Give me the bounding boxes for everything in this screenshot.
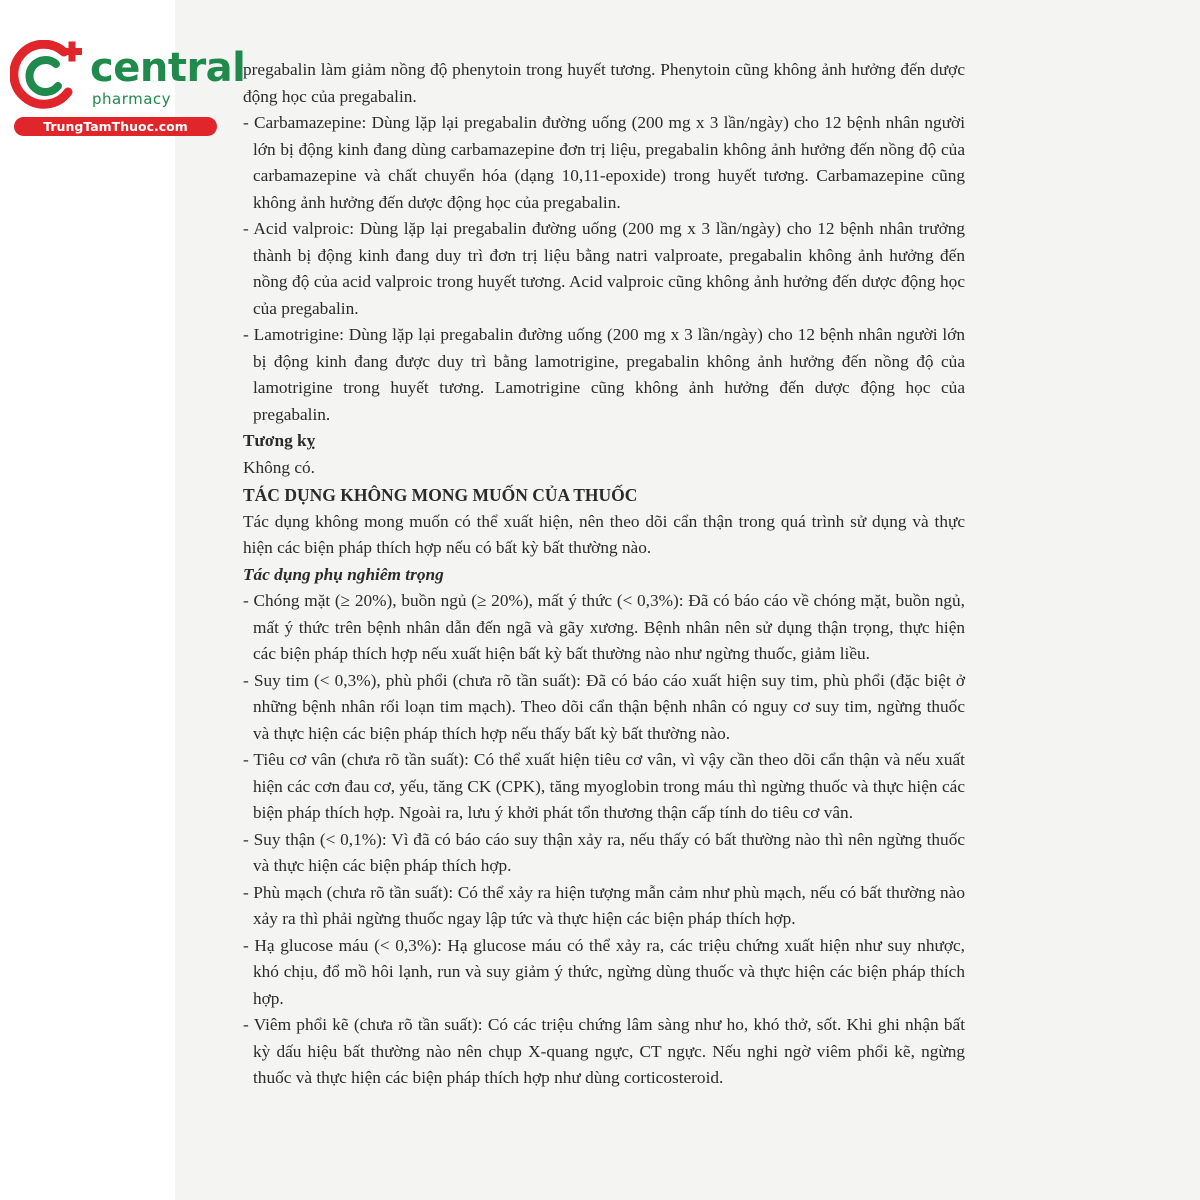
- brand-url-badge[interactable]: TrungTamThuoc.com: [14, 117, 217, 136]
- incompatibility-text: Không có.: [243, 457, 315, 477]
- interaction-item-carbamazepine: - Carbamazepine: Dùng lặp lại pregabalin đường uống (200 mg x 3 lần/ngày) cho 12 bệnh nhân người lớn bị động kinh đang dùng carbamazepine đơn trị liệu, pregabalin không ảnh hưởng đến nồng độ của carbamazepine và chất chuyển hóa (dạng 10,11-epoxide) trong huyết tương. Carbamazepine cũng không ảnh hưởng đến dược động học của pregabalin.: [243, 113, 965, 212]
- incompatibility-heading: Tương kỵ: [243, 431, 316, 450]
- interaction-item-lamotrigine: - Lamotrigine: Dùng lặp lại pregabalin đường uống (200 mg x 3 lần/ngày) cho 12 bệnh nhân người lớn bị động kinh đang được duy trì bằng lamotrigine, pregabalin không ảnh hưởng đến nồng độ của lamotrigine trong huyết tương. Lamotrigine cũng không ảnh hưởng đến dược động học của pregabalin.: [243, 325, 965, 424]
- brand-logo[interactable]: [10, 40, 246, 140]
- interaction-item-valproic: - Acid valproic: Dùng lặp lại pregabalin đường uống (200 mg x 3 lần/ngày) cho 12 bệnh nhân trưởng thành bị động kinh đang duy trì đơn trị liệu bằng natri valproate, pregabalin không ảnh hưởng đến nồng độ của acid valproic trong huyết tương. Acid valproic cũng không ảnh hưởng đến dược động học của pregabalin.: [243, 219, 965, 318]
- serious-item-hypoglycemia: - Hạ glucose máu (< 0,3%): Hạ glucose máu có thể xảy ra, các triệu chứng xuất hiện như suy nhược, khó chịu, đổ mồ hôi lạnh, run và suy giảm ý thức, ngừng dùng thuốc và thực hiện các biện pháp thích hợp.: [243, 935, 965, 1008]
- adverse-effects-intro: Tác dụng không mong muốn có thể xuất hiện, nên theo dõi cẩn thận trong quá trình sử dụng và thực hiện các biện pháp thích hợp nếu có bất kỳ bất thường nào.: [243, 511, 965, 557]
- serious-item-heart-failure: - Suy tim (< 0,3%), phù phổi (chưa rõ tần suất): Đã có báo cáo xuất hiện suy tim, phù phổi (đặc biệt ở những bệnh nhân rối loạn tim mạch). Theo dõi cẩn thận bệnh nhân có nguy cơ suy tim, ngừng thuốc và thực hiện các biện pháp thích hợp nếu thấy bất kỳ bất thường nào.: [243, 670, 965, 743]
- serious-item-renal-failure: - Suy thận (< 0,1%): Vì đã có báo cáo suy thận xảy ra, nếu thấy có bất thường nào thì nên ngừng thuốc và thực hiện các biện pháp thích hợp.: [243, 829, 965, 875]
- intro-paragraph: pregabalin làm giảm nồng độ phenytoin trong huyết tương. Phenytoin cũng không ảnh hưởng đến dược động học của pregabalin.: [243, 60, 965, 106]
- serious-item-angioedema: - Phù mạch (chưa rõ tần suất): Có thể xảy ra hiện tượng mẫn cảm như phù mạch, nếu có bất thường nào xảy ra thì phải ngừng thuốc ngay lập tức và thực hiện các biện pháp thích hợp.: [243, 882, 965, 928]
- serious-item-rhabdomyolysis: - Tiêu cơ vân (chưa rõ tần suất): Có thể xuất hiện tiêu cơ vân, vì vậy cần theo dõi cẩn thận và nếu xuất hiện các cơn đau cơ, yếu, tăng CK (CPK), tăng myoglobin trong máu thì ngừng thuốc và thực hiện các biện pháp thích hợp. Ngoài ra, lưu ý khởi phát tổn thương thận cấp tính do tiêu cơ vân.: [243, 750, 965, 822]
- central-pharmacy-logo-icon: [10, 40, 90, 112]
- document-content: [243, 57, 965, 1092]
- adverse-effects-heading: TÁC DỤNG KHÔNG MONG MUỐN CỦA THUỐC: [243, 485, 638, 505]
- brand-name: central: [90, 45, 246, 91]
- serious-item-interstitial-pneumonia: - Viêm phổi kẽ (chưa rõ tần suất): Có các triệu chứng lâm sàng như ho, khó thở, sốt. Khi ghi nhận bất kỳ dấu hiệu bất thường nào nên chụp X-quang ngực, CT ngực. Nếu nghi ngờ viêm phổi kẽ, ngừng thuốc và thực hiện các biện pháp thích hợp như dùng corticosteroid.: [243, 1015, 965, 1087]
- brand-subtitle: pharmacy: [92, 90, 172, 108]
- serious-item-dizziness: - Chóng mặt (≥ 20%), buồn ngủ (≥ 20%), mất ý thức (< 0,3%): Đã có báo cáo về chóng mặt, buồn ngủ, mất ý thức trên bệnh nhân dẫn đến ngã và gãy xương. Bệnh nhân nên sử dụng thận trọng, thực hiện các biện pháp thích hợp nếu xuất hiện bất kỳ bất thường nào như ngừng thuốc, giảm liều.: [243, 591, 965, 663]
- serious-effects-heading: Tác dụng phụ nghiêm trọng: [243, 564, 444, 584]
